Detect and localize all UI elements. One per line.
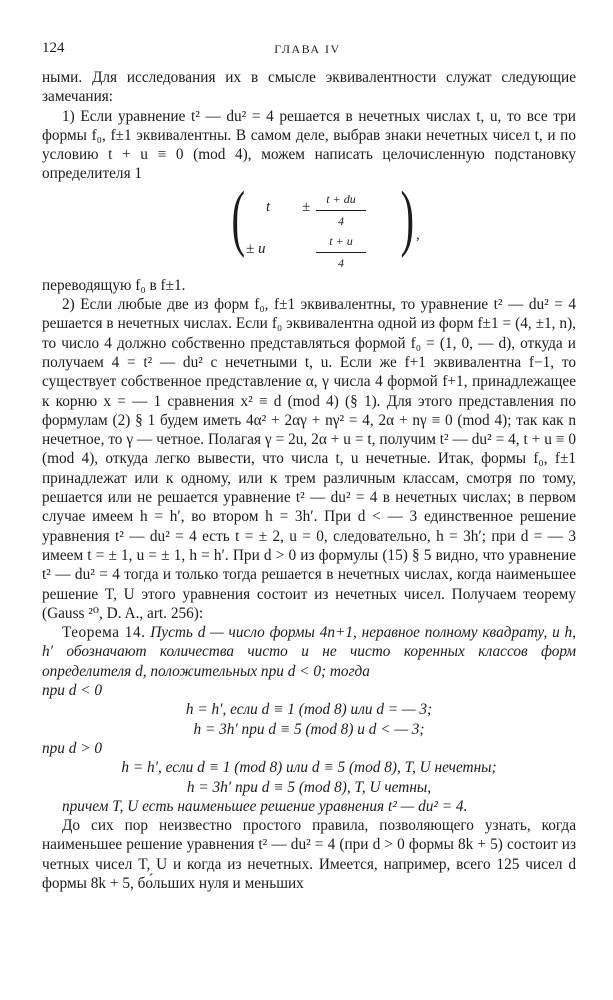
theorem-statement: Пусть d — число формы 4n+1, неравное полному квадрату, и h, h′ обозначают количества чисто и не чисто коренных классов форм определителя d, положительных при d < 0; тогда [42, 624, 577, 680]
theorem-case-positive: при d > 0 [42, 739, 103, 757]
matrix-a11: t [266, 198, 271, 215]
paragraph-continuation: ными. Для исследования их в смысле эквивалентности служат следующие замечания: [42, 69, 576, 106]
paragraph-open-problem: До сих пор неизвестно простого правила, позволяющего узнать, когда наименьшее решение уравнения t² — du² = 4 (при d > 0 формы 8k + 5) состоит из четных чисел T, U и когда из нечетных. Имеется, например, всего 125 чисел d формы 8k + 5, бо́льших нуля и меньших [42, 817, 576, 892]
theorem-tail: причем T, U есть наименьшее решение уравнения t² — du² = 4. [62, 797, 468, 815]
page-header [42, 40, 573, 58]
theorem-case-negative: при d < 0 [42, 682, 103, 700]
formula-h-equals-hprime-pos: h = h′, если d ≡ 1 (mod 8) или d ≡ 5 (mod 8), T, U нечетны; [121, 759, 497, 777]
formula-h-equals-3hprime-neg: h = 3h′ при d ≡ 5 (mod 8) и d < — 3; [193, 720, 425, 738]
theorem-label: Теорема 14. [62, 624, 146, 642]
matrix-a21: ± u [246, 240, 266, 257]
theorem-14 [42, 623, 576, 681]
paragraph-remark-2: 2) Если любые две из форм f₀, f±1 эквивалентны, то уравнение t² — du² = 4 решается в нечетных числах. Если f₀ эквивалентна одной из форм f±1 = (4, ±1, n), то число 4 должно собственно представляться формой f₀ = (1, 0, — d), откуда и получаем 4 = t² — du² с нечетными t, u. Если же f+1 эквивалентна f−1, то существует собственное представление α, γ числа 4 формой f+1, принадлежащее к корню x = — 1 сравнения x² ≡ d (mod 4) (§ 1). Для этого представления по формулам (2) § 1 будем иметь 4α² + 2αγ + nγ² = 4, 2α + nγ ≡ 0 (mod 4); так как n нечетное, то γ — четное. Полагая γ = 2u, 2α + u = t, получим t² — du² = 4, t + u ≡ 0 (mod 4), откуда легко вывести, что числа t, u нечетные. Итак, формы f₀, f±1 принадлежат или к одному, или к трем различным классам, смотря по тому, решается или не решается уравнение t² — du² = 4 в нечетных числах; в первом случае имеем h = h′, во втором h = 3h′. При d < — 3 единственное решение уравнения t² — du² = 4 есть t = ± 2, u = 0, следовательно, h = 3h′; при d = — 3 имеем t = ± 1, u = ± 1, h = h′. При d > 0 из формулы (15) § 5 видно, что уравнение t² — du² = 4 тогда и только тогда решается в нечетных числах, когда наименьшее решение T, U этого уравнения состоит из нечетных чисел. Получаем теорему (Gauss ²⁰, D. A., art. 256): [42, 296, 576, 622]
paragraph-remark-1: 1) Если уравнение t² — du² = 4 решается в нечетных числах t, u, то все три формы f₀, f±1 эквивалентны. В самом деле, выбрав знаки нечетных чисел t, и по условию t + u ≡ 0 (mod 4), можем написать целочисленную подстановку определителя 1 [42, 107, 576, 183]
paragraph-mapping: переводящую f₀ в f±1. [42, 276, 186, 294]
chapter-title: ГЛАВА IV [274, 42, 341, 56]
page-body [42, 68, 576, 893]
formula-h-equals-3hprime-pos: h = 3h′ при d ≡ 5 (mod 8), T, U четны, [186, 778, 432, 796]
right-parenthesis: ) [400, 176, 415, 259]
matrix-trailing-comma: , [416, 226, 420, 243]
matrix-a22-fraction [316, 232, 366, 274]
left-parenthesis: ( [231, 176, 246, 259]
substitution-matrix [42, 176, 576, 272]
matrix-a22-denominator: 4 [338, 256, 344, 271]
matrix-a12-denominator: 4 [338, 214, 344, 229]
matrix-a22-numerator: t + u [329, 233, 353, 248]
matrix-a12-numerator: t + du [326, 191, 356, 206]
matrix-a12-sign: ± [302, 198, 311, 215]
matrix-a12-fraction [316, 190, 366, 232]
page-number: 124 [42, 40, 65, 56]
formula-h-equals-hprime-neg: h = h′, если d ≡ 1 (mod 8) или d = — 3; [185, 701, 433, 719]
